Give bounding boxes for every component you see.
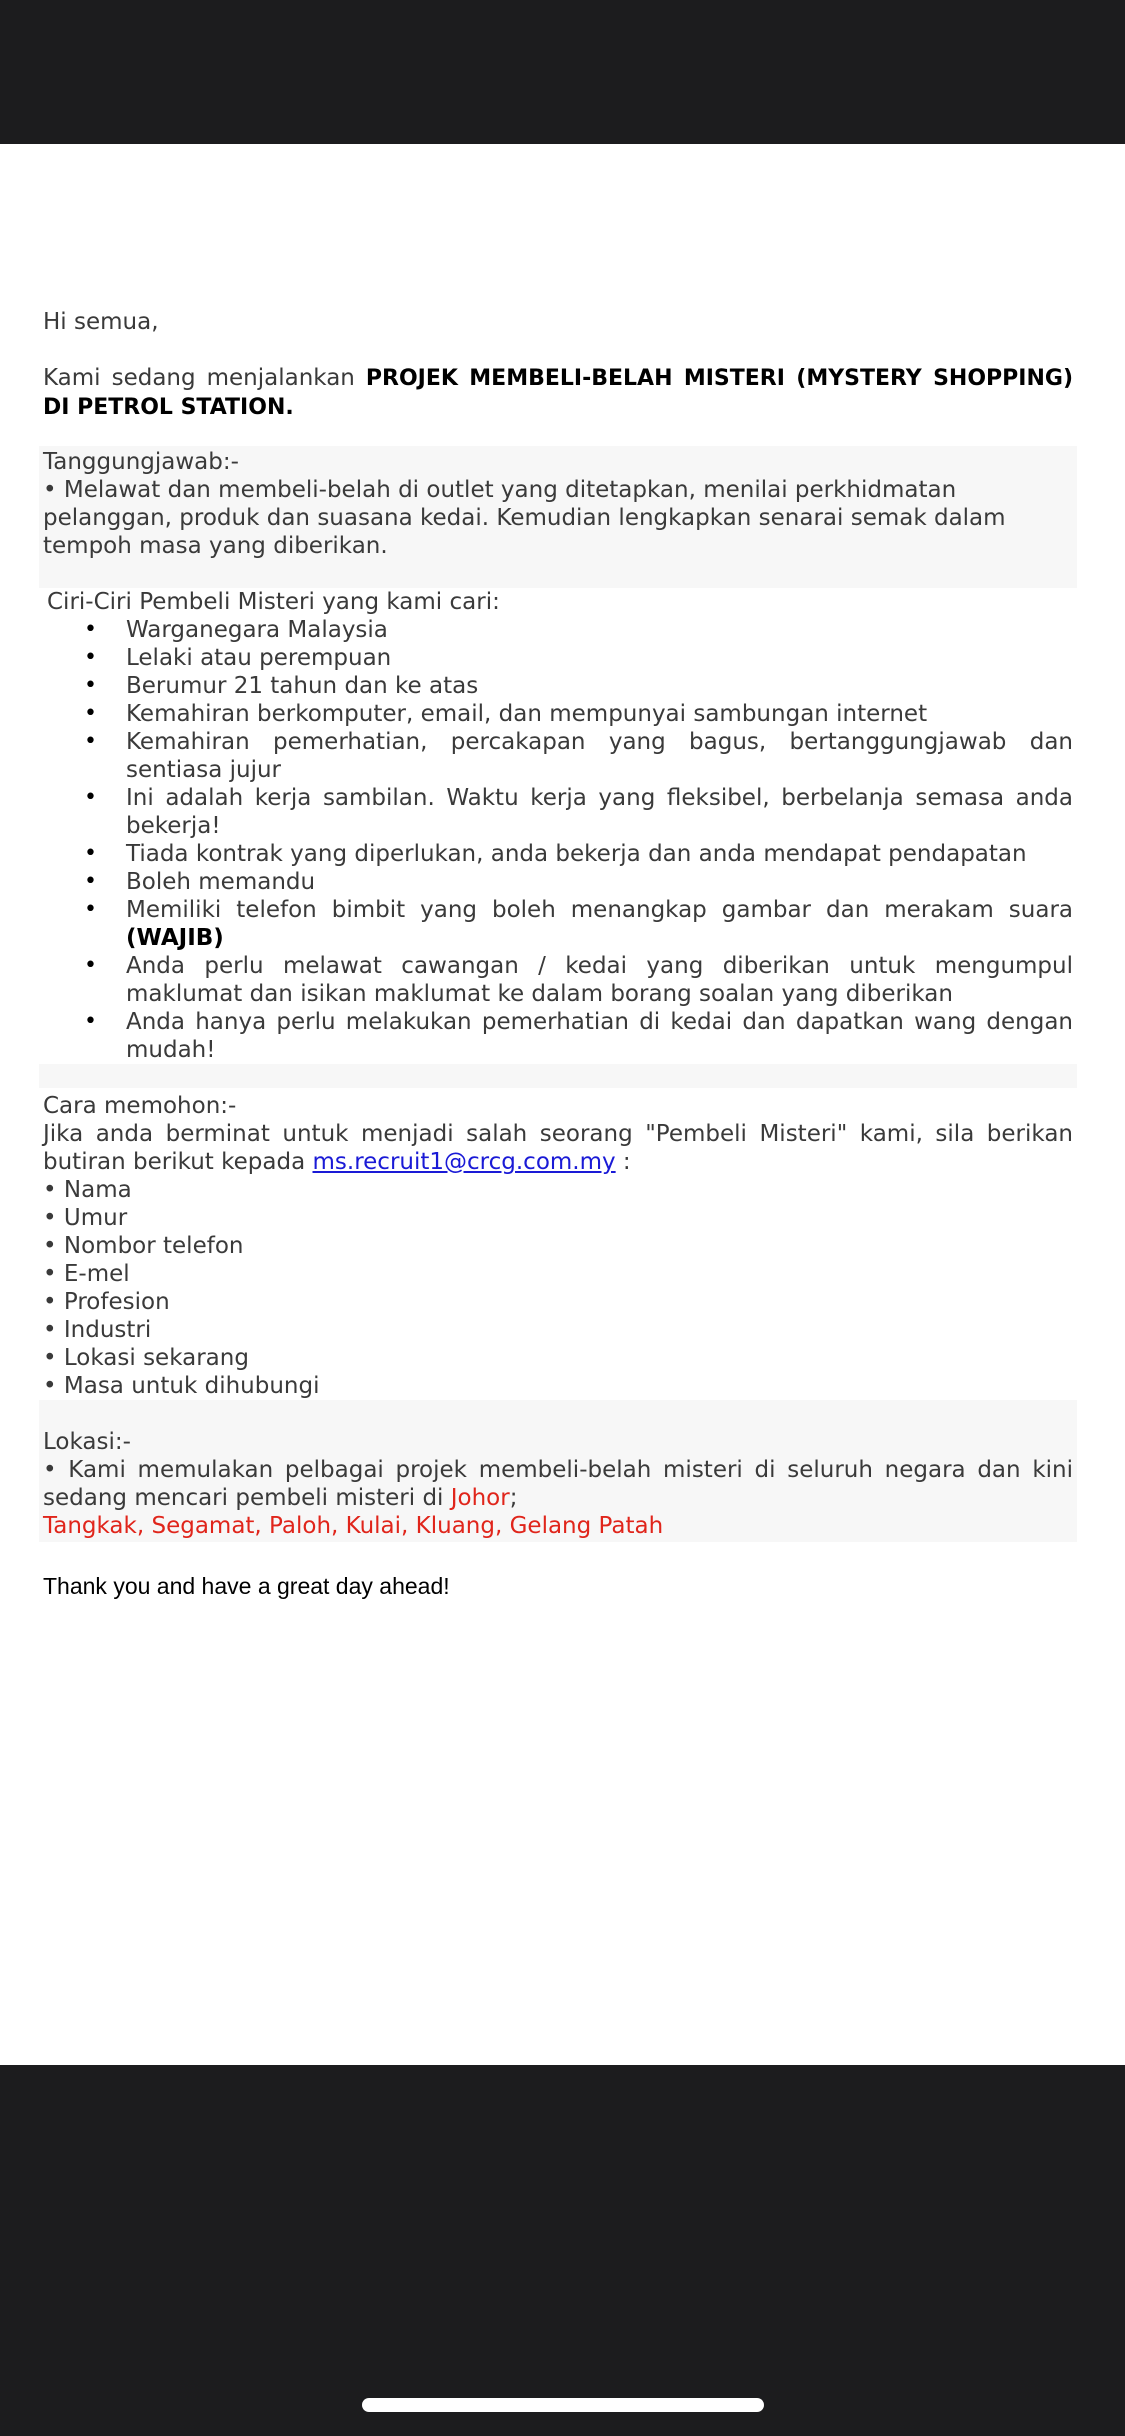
apply-suffix: :: [615, 1149, 631, 1175]
list-item: • E-mel: [43, 1260, 1073, 1288]
list-item: • Tiada kontrak yang diperlukan, anda bekerja dan anda mendapat pendapatan: [43, 840, 1073, 868]
location-state: Johor: [450, 1485, 510, 1511]
list-item: • Nombor telefon: [43, 1232, 1073, 1260]
intro-text: Kami sedang menjalankan: [43, 365, 366, 391]
project-title: PROJEK MEMBELI-BELAH MISTERI (MYSTERY SHOPPING) DI PETROL STATION.: [43, 366, 1073, 420]
list-item: • Umur: [43, 1204, 1073, 1232]
list-item: • Anda hanya perlu melakukan pemerhatian di kedai dan dapatkan wang dengan mudah!: [43, 1008, 1073, 1064]
email-link[interactable]: ms.recruit1@crcg.com.my: [312, 1149, 616, 1175]
bottom-bar: [0, 2065, 1125, 2436]
list-item: • Kemahiran pemerhatian, percakapan yang bagus, bertanggungjawab dan sentiasa jujur: [43, 728, 1073, 784]
traits-heading: Ciri-Ciri Pembeli Misteri yang kami cari:: [43, 588, 1073, 616]
section-divider: [39, 1064, 1077, 1088]
home-indicator[interactable]: [362, 2398, 764, 2412]
traits-list: [39, 616, 1077, 1064]
list-item: • Boleh memandu: [43, 868, 1073, 896]
apply-text: [43, 1120, 1073, 1176]
apply-instructions: Jika anda berminat untuk menjadi salah seorang "Pembeli Misteri" kami, sila berikan butiran berikut kepada: [43, 1121, 1073, 1175]
document-content: [43, 308, 1073, 1600]
required-details-list: [43, 1176, 1073, 1400]
location-text: [43, 1456, 1073, 1512]
phone-requirement-text: Memiliki telefon bimbit yang boleh menangkap gambar dan merakam suara: [126, 897, 1073, 923]
top-bar: [0, 0, 1125, 144]
apply-heading: Cara memohon:-: [43, 1093, 237, 1119]
list-item: • Profesion: [43, 1288, 1073, 1316]
required-tag: (WAJIB): [126, 925, 224, 951]
location-towns: Tangkak, Segamat, Paloh, Kulai, Kluang, Gelang Patah: [43, 1513, 664, 1539]
location-semicolon: ;: [509, 1485, 518, 1511]
list-item: • Berumur 21 tahun dan ke atas: [43, 672, 1073, 700]
greeting: Hi semua,: [43, 309, 159, 335]
list-item: • Masa untuk dihubungi: [43, 1372, 1073, 1400]
closing-line: Thank you and have a great day ahead!: [43, 1573, 450, 1599]
list-item: • Warganegara Malaysia: [43, 616, 1073, 644]
apply-section: [43, 1088, 1073, 1400]
list-item: • Anda perlu melawat cawangan / kedai yang diberikan untuk mengumpul maklumat dan isikan maklumat ke dalam borang soalan yang diberikan: [43, 952, 1073, 1008]
list-item: • Lelaki atau perempuan: [43, 644, 1073, 672]
responsibility-section: [39, 446, 1077, 588]
responsibility-heading: Tanggungjawab:-: [43, 449, 239, 475]
intro-paragraph: [43, 364, 1073, 422]
document-page[interactable]: [0, 144, 1125, 2065]
list-item: [43, 896, 1073, 952]
location-heading: Lokasi:-: [43, 1429, 131, 1455]
list-item: • Lokasi sekarang: [43, 1344, 1073, 1372]
location-section: [39, 1400, 1077, 1542]
list-item: • Nama: [43, 1176, 1073, 1204]
list-item: • Industri: [43, 1316, 1073, 1344]
responsibility-body: • Melawat dan membeli-belah di outlet yang ditetapkan, menilai perkhidmatan pelanggan, produk dan suasana kedai. Kemudian lengkapkan senarai semak dalam tempoh masa yang diberikan.: [43, 477, 1006, 559]
location-description: • Kami memulakan pelbagai projek membeli-belah misteri di seluruh negara dan kini sedang mencari pembeli misteri di: [43, 1457, 1073, 1511]
list-item: • Ini adalah kerja sambilan. Waktu kerja yang fleksibel, berbelanja semasa anda bekerja!: [43, 784, 1073, 840]
traits-section: [43, 588, 1073, 1088]
list-item: • Kemahiran berkomputer, email, dan mempunyai sambungan internet: [43, 700, 1073, 728]
